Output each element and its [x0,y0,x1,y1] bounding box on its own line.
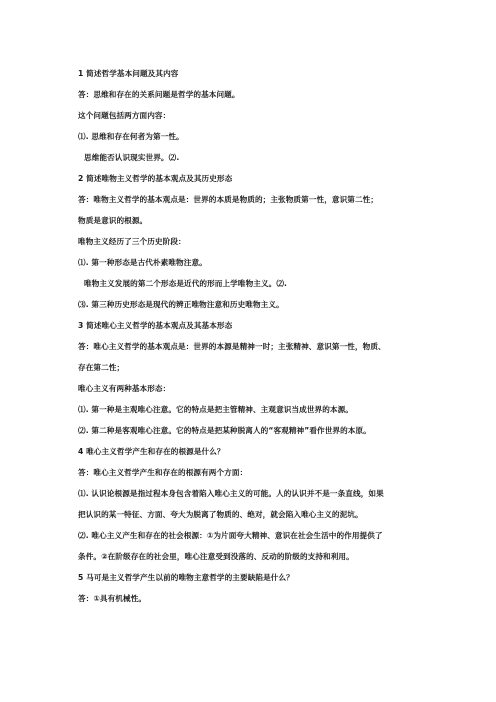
list-item: ⑴. 思维和存在何者为第一性。 [78,132,184,141]
text-line: 物质是意识的根源。 [78,216,148,225]
list-item: ⑶. 第三种历史形态是现代的辨正唯物注意和历史唯物主义。 [78,300,284,309]
answer-4-intro: 答：唯心主义哲学产生和存在的根源有两个方面： [78,468,248,477]
text-line: 唯心主义有两种基本形态： [78,384,171,393]
answer-3-intro: 答：唯心主义哲学的基本观点是：世界的本源是精神一时；主张精神、意识第一性，物质、 [78,342,386,351]
list-item: ⑴. 第一种形态是古代朴素唯物注意。 [78,258,207,267]
list-item: ⑵. 第二种是客观唯心注意。它的特点是把某种脱离人的“客观精神”看作世界的本原。 [78,426,371,435]
list-item: 唯物主义发展的第二个形态是近代的形而上学唯物主义。⑵. [84,279,288,288]
question-3-heading: 3 简述唯心主义哲学的基本观点及其基本形态 [78,321,233,330]
list-item: ⑵. 唯心主义产生和存在的社会根源：①为片面夸大精神、意识在社会生活中的作用提供了 [78,531,383,540]
text-line: 这个问题包括两方面内容： [78,111,171,120]
answer-2-intro: 答：唯物主义哲学的基本观点是：世界的本质是物质的；主张物质第一性，意识第二性； [78,195,379,204]
question-4-heading: 4 唯心主义哲学产生和存在的根源是什么？ [78,447,225,456]
text-line: 条件。②在阶级存在的社会里，唯心注意受到没落的、反动的阶级的支持和利用。 [78,552,354,561]
list-item: ⑴. 认识论根源是指过程本身包含着陷入唯心主义的可能。人的认识并不是一条直线，如果 [78,489,384,498]
text-line: 把认识的某一特征、方面、夸大为脱离了物质的、绝对，就会陷入唯心主义的泥坑。 [78,510,363,519]
list-item: 思维能否认识现实世界。⑵. [84,153,180,162]
text-line: 唯物主义经历了三个历史阶段： [78,237,186,246]
question-5-heading: 5 马可是主义哲学产生以前的唯物主意哲学的主要缺陷是什么？ [78,573,294,582]
question-1-heading: 1 简述哲学基本问题及其内容 [78,69,179,78]
answer-1-intro: 答：思维和存在的关系问题是哲学的基本问题。 [78,90,240,99]
text-line: 存在第二性； [78,363,125,372]
list-item: ⑴. 第一种是主观唯心注意。它的特点是把主管精神、主观意识当成世界的本源。 [78,405,354,414]
answer-5-intro: 答：①具有机械性。 [78,594,147,603]
question-2-heading: 2 简述唯物主义哲学的基本观点及其历史形态 [78,174,233,183]
